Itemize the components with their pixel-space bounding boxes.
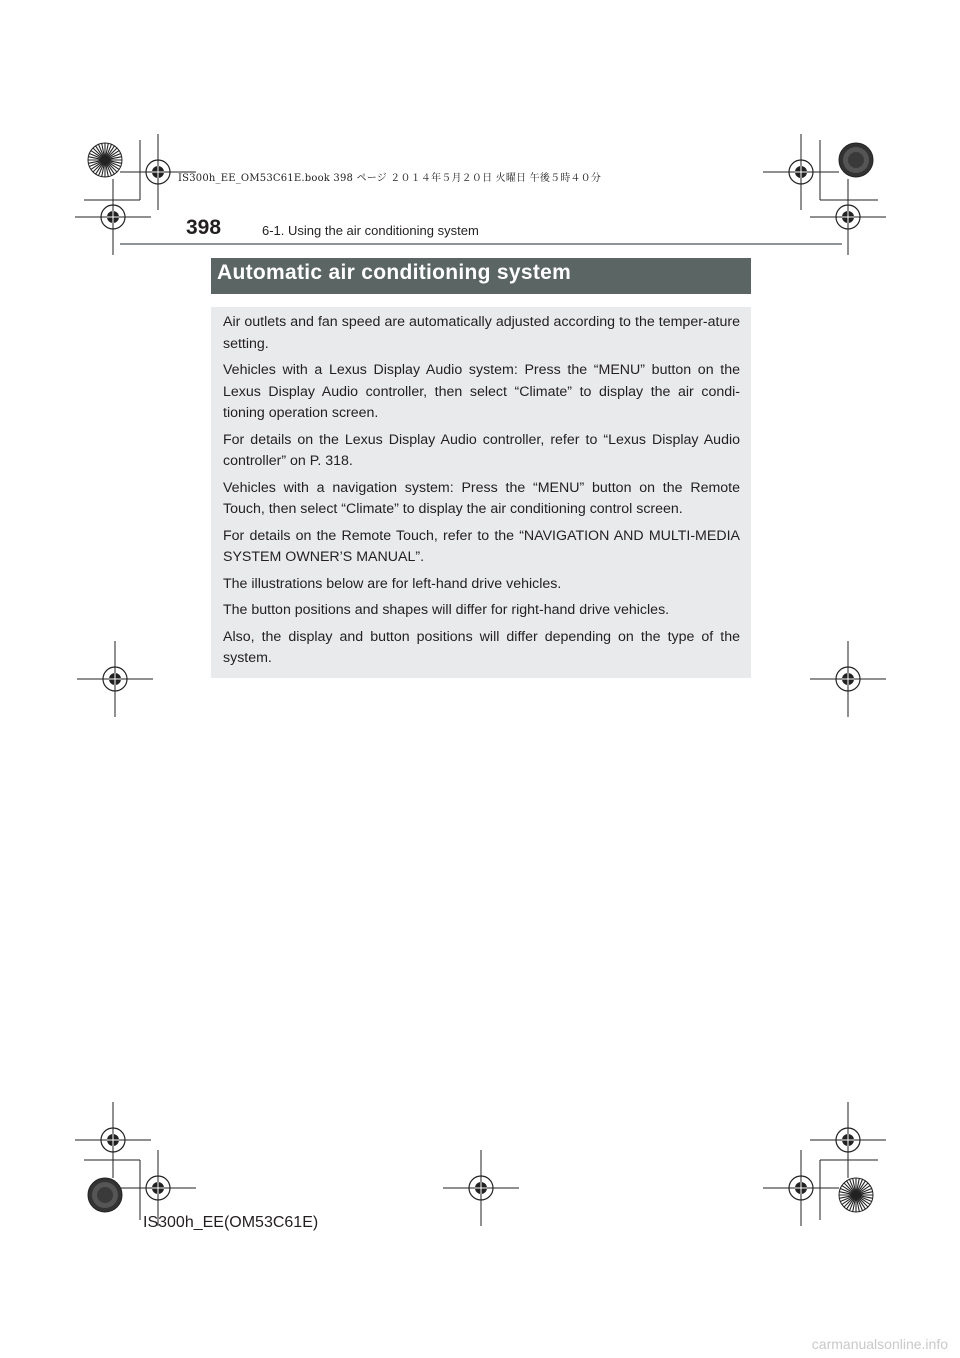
section-heading: Automatic air conditioning system [217, 261, 572, 284]
paragraph-7: The button positions and shapes will differ for right-hand drive vehicles. [223, 602, 670, 618]
paragraph-1: Air outlets and fan speed are automatically adjusted according to the temper-ature setting. [223, 314, 740, 352]
paragraph-8: Also, the display and button positions will differ depending on the type of the system. [223, 628, 740, 666]
header-rule [120, 243, 842, 245]
section-title: 6-1. Using the air conditioning system [262, 223, 479, 238]
info-box [211, 307, 751, 678]
paragraph-6: The illustrations below are for left-hand drive vehicles. [223, 575, 562, 592]
page-number: 398 [186, 216, 222, 239]
paragraph-2: Vehicles with a Lexus Display Audio system: Press the “MENU” button on the Lexus Display Audio controller, then select “Climate” to display the air condi-tioning operation screen. [223, 362, 740, 421]
paragraph-5: For details on the Remote Touch, refer to the “NAVIGATION AND MULTI-MEDIA SYSTEM OWNER’S MANUAL”. [223, 527, 740, 565]
footer-code: IS300h_EE(OM53C61E) [143, 1214, 319, 1231]
watermark[interactable]: carmanualsonline.info [811, 1336, 948, 1352]
paragraph-4: Vehicles with a navigation system: Press the “MENU” button on the Remote Touch, then select “Climate” to display the air conditioning control screen. [223, 479, 740, 517]
paragraph-3: For details on the Lexus Display Audio controller, refer to “Lexus Display Audio controller” on P. 318. [223, 431, 740, 469]
print-info: IS300h_EE_OM53C61E.book 398 ページ ２０１４年５月２０日 火曜日 午後５時４０分 [178, 173, 602, 184]
